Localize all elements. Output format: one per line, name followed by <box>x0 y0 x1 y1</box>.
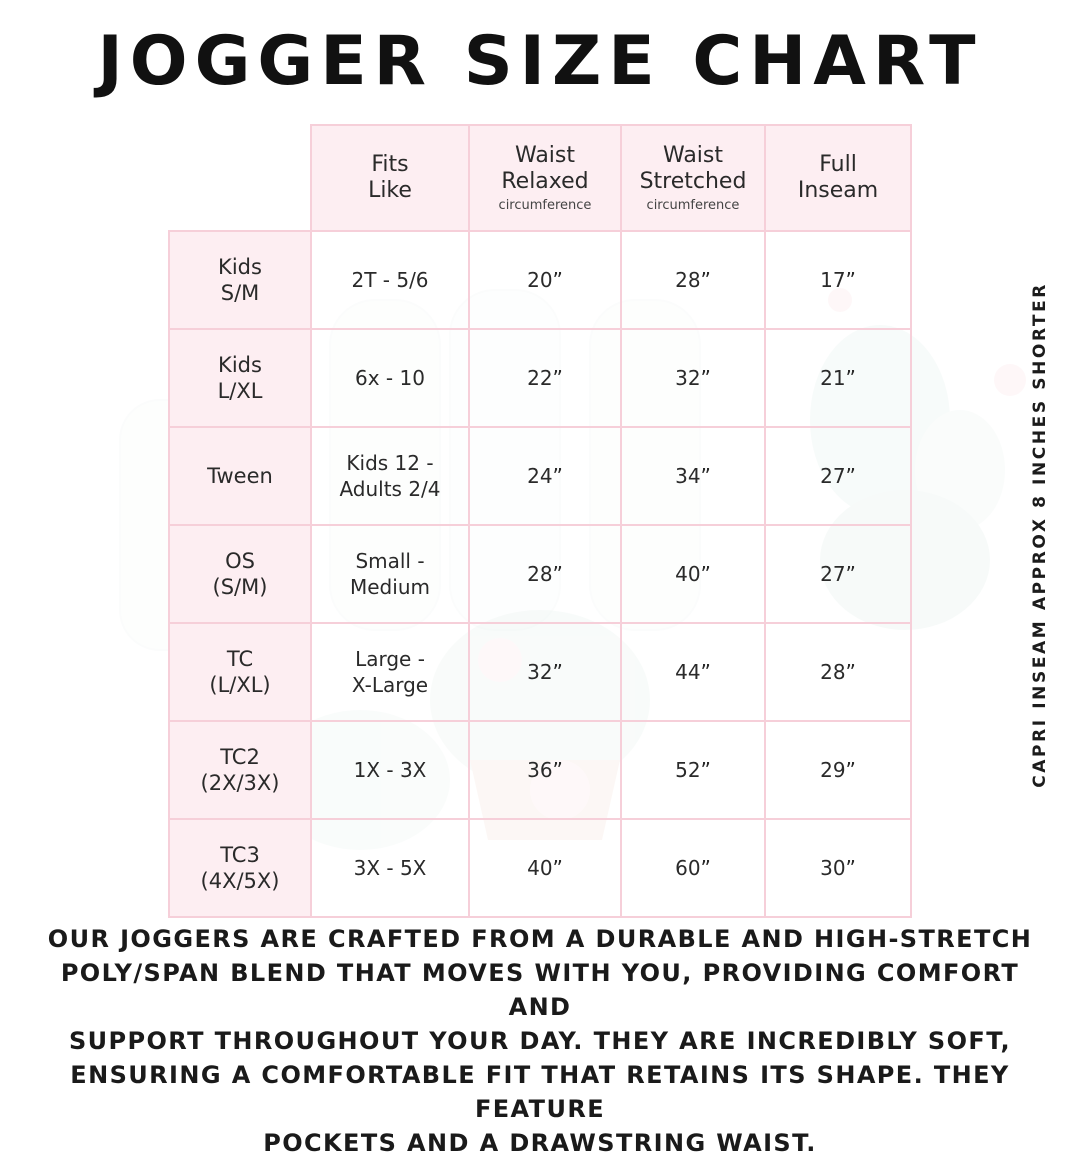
column-header-line2: Inseam <box>797 178 879 203</box>
cell-waist-relaxed: 32” <box>469 623 621 721</box>
row-header-line1: Tween <box>207 463 273 488</box>
row-header-size <box>169 427 311 525</box>
cell-line1: Kids 12 - <box>346 451 434 475</box>
row-header-line2: (4X/5X) <box>200 869 280 893</box>
table-row <box>169 525 911 623</box>
cell-waist-stretched: 32” <box>621 329 765 427</box>
fabric-description-line: OUR JOGGERS ARE CRAFTED FROM A DURABLE AND HIGH-STRETCH <box>47 925 1033 953</box>
cell-full-inseam: 17” <box>765 231 911 329</box>
column-header-line2: Relaxed <box>501 169 589 195</box>
cell-waist-stretched: 40” <box>621 525 765 623</box>
cell-waist-stretched: 34” <box>621 427 765 525</box>
column-header-line2: Stretched <box>639 169 747 195</box>
cell-full-inseam: 27” <box>765 427 911 525</box>
fabric-description-line: ENSURING A COMFORTABLE FIT THAT RETAINS ITS SHAPE. THEY FEATURE <box>70 1061 1010 1124</box>
row-header-size <box>169 819 311 917</box>
cell-line2: Adults 2/4 <box>339 477 441 501</box>
row-header-line1: OS <box>225 548 255 573</box>
cell-waist-relaxed: 36” <box>469 721 621 819</box>
cell-waist-stretched: 52” <box>621 721 765 819</box>
cell-waist-relaxed: 22” <box>469 329 621 427</box>
column-header-waist-stretched <box>621 125 765 231</box>
table-row <box>169 819 911 917</box>
cell-full-inseam: 21” <box>765 329 911 427</box>
column-header-line1: Waist <box>662 142 724 168</box>
cell-line1: Small - <box>355 549 425 573</box>
cell-fits-like <box>311 427 469 525</box>
row-header-size <box>169 525 311 623</box>
table-row <box>169 427 911 525</box>
column-header-line1: Fits <box>371 151 409 177</box>
cell-line2: Medium <box>350 575 430 599</box>
column-header-line1: Waist <box>514 142 576 168</box>
row-header-line2: L/XL <box>217 379 263 403</box>
cell-waist-relaxed: 24” <box>469 427 621 525</box>
row-header-line2: (L/XL) <box>209 673 271 697</box>
page-title: JOGGER SIZE CHART <box>97 22 983 101</box>
fabric-description-line: SUPPORT THROUGHOUT YOUR DAY. THEY ARE INCREDIBLY SOFT, <box>68 1027 1012 1056</box>
row-header-line2: (2X/3X) <box>200 771 280 795</box>
table-header-row <box>169 125 911 231</box>
table-row <box>169 623 911 721</box>
cell-waist-stretched: 44” <box>621 623 765 721</box>
cell-line1: 2T - 5/6 <box>351 268 429 292</box>
cell-waist-stretched: 60” <box>621 819 765 917</box>
row-header-line1: TC2 <box>220 744 260 769</box>
cell-full-inseam: 30” <box>765 819 911 917</box>
cell-line1: 1X - 3X <box>353 758 427 782</box>
cell-full-inseam: 28” <box>765 623 911 721</box>
column-header-full-inseam <box>765 125 911 231</box>
cell-line1: Large - <box>355 647 425 671</box>
column-header-line2: Like <box>368 178 412 203</box>
column-header-waist-relaxed <box>469 125 621 231</box>
row-header-size <box>169 329 311 427</box>
column-header-subtext: circumference <box>498 197 592 213</box>
cell-fits-like <box>311 623 469 721</box>
cell-full-inseam: 27” <box>765 525 911 623</box>
cell-fits-like <box>311 721 469 819</box>
row-header-line1: TC <box>226 646 254 671</box>
row-header-line1: TC3 <box>220 842 260 867</box>
column-header-fits-like <box>311 125 469 231</box>
cell-line1: 3X - 5X <box>353 856 427 880</box>
cell-line1: 6x - 10 <box>355 366 425 390</box>
cell-waist-stretched: 28” <box>621 231 765 329</box>
row-header-line1: Kids <box>218 254 262 279</box>
fabric-description-line: POCKETS AND A DRAWSTRING WAIST. <box>263 1129 817 1158</box>
row-header-size <box>169 721 311 819</box>
cell-waist-relaxed: 40” <box>469 819 621 917</box>
cell-fits-like <box>311 525 469 623</box>
capri-inseam-note <box>1020 255 1060 815</box>
row-header-size <box>169 623 311 721</box>
fabric-description-line: POLY/SPAN BLEND THAT MOVES WITH YOU, PROVIDING COMFORT AND <box>60 959 1020 1022</box>
table-row <box>169 721 911 819</box>
cell-line2: X-Large <box>351 673 429 697</box>
cell-fits-like <box>311 231 469 329</box>
row-header-size <box>169 231 311 329</box>
column-header-subtext: circumference <box>646 197 740 213</box>
cell-full-inseam: 29” <box>765 721 911 819</box>
cell-fits-like <box>311 329 469 427</box>
row-header-line2: (S/M) <box>212 575 268 599</box>
row-header-line2: S/M <box>220 281 260 305</box>
fabric-description <box>0 922 1080 1161</box>
table-row <box>169 231 911 329</box>
table-row <box>169 329 911 427</box>
column-header-line1: Full <box>819 151 857 177</box>
row-header-line1: Kids <box>218 352 262 377</box>
cell-fits-like <box>311 819 469 917</box>
cell-waist-relaxed: 28” <box>469 525 621 623</box>
table-corner-cell <box>169 125 311 231</box>
size-chart-table <box>168 124 912 918</box>
cell-waist-relaxed: 20” <box>469 231 621 329</box>
capri-inseam-note-text: CAPRI INSEAM APPROX 8 INCHES SHORTER <box>1030 282 1050 788</box>
